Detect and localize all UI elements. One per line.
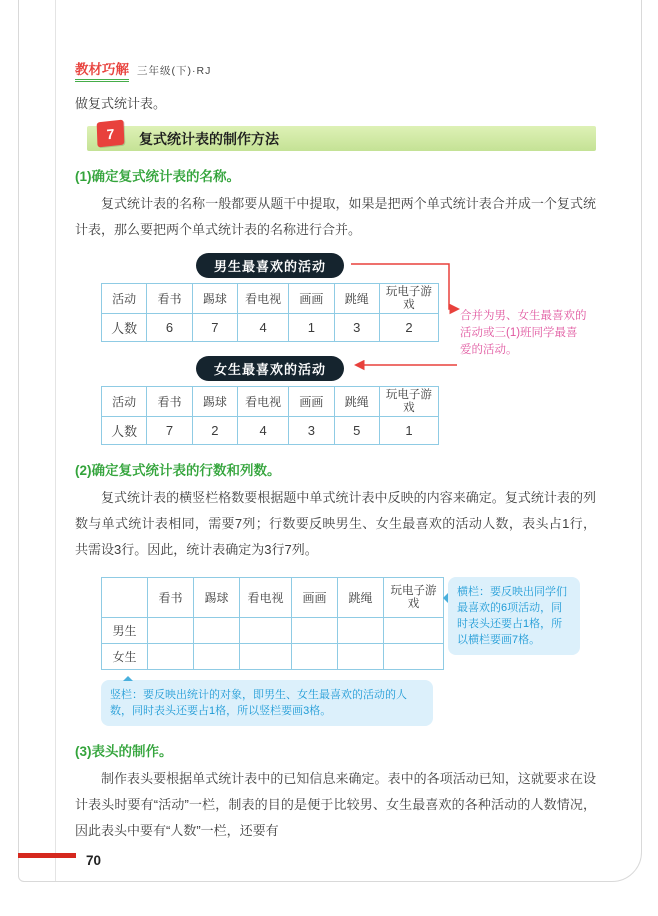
- activity-cell: 看书: [147, 387, 192, 417]
- activity-cell: 画画: [289, 387, 334, 417]
- row-label-cell: 活动: [102, 387, 147, 417]
- count-cell: 6: [147, 314, 192, 342]
- count-cell: 1: [289, 314, 334, 342]
- count-cell: 1: [379, 417, 438, 445]
- table-row: [102, 284, 439, 314]
- table-row: [102, 314, 439, 342]
- row-label-cell: 人数: [102, 314, 147, 342]
- activity-cell: 看电视: [238, 284, 289, 314]
- row-label-cell: 男生: [102, 618, 148, 644]
- count-cell: 2: [192, 417, 237, 445]
- brand-badge: 教材巧解: [75, 58, 129, 82]
- activity-cell: 看书: [147, 284, 192, 314]
- page-number: 70: [86, 853, 102, 868]
- column-header-cell: 玩电子游戏: [384, 578, 444, 618]
- paragraph-3: 制作表头要根据单式统计表中的已知信息来确定。表中的各项活动已知，这就要求在设计表头时要有“活动”一栏，制表的目的是便于比较男、女生最喜欢的各种活动的人数情况，因此表头中要有“人数”一栏，还要有: [75, 771, 596, 838]
- column-header-cell: 跳绳: [338, 578, 384, 618]
- empty-cell: [384, 618, 444, 644]
- heading-2: (2)确定复式统计表的行数和列数。: [75, 463, 281, 478]
- merge-annotation: 合并为男、女生最喜欢的活动或三(1)班同学最喜爱的活动。: [460, 310, 587, 356]
- paragraph-2: 复式统计表的横竖栏格数要根据题中单式统计表中反映的内容来确定。复式统计表的列数与单式统计表相同，需要7列；行数要反映男生、女生最喜欢的活动人数，表头占1行，共需设3行。因此，统计表确定为3行7列。: [75, 490, 596, 557]
- page-header: [75, 58, 596, 82]
- column-header-cell: 看书: [148, 578, 194, 618]
- empty-cell: [148, 644, 194, 670]
- edition-label: 三年级(下)·RJ: [137, 65, 212, 77]
- blank-planning-table: [101, 577, 444, 670]
- empty-cell: [240, 618, 292, 644]
- count-cell: 3: [289, 417, 334, 445]
- activity-cell: 画画: [289, 284, 334, 314]
- single-tables-area: [101, 253, 596, 445]
- horizontal-columns-note: 横栏：要反映出同学们最喜欢的6项活动，同时表头还要占1格，所以横栏要画7格。: [448, 577, 580, 655]
- section-banner: [87, 126, 596, 151]
- table-row: [102, 578, 444, 618]
- column-header-cell: 看电视: [240, 578, 292, 618]
- table-row: [102, 644, 444, 670]
- girls-table-title: 女生最喜欢的活动: [196, 356, 344, 381]
- row-label-cell: 女生: [102, 644, 148, 670]
- section-number-badge: 7: [97, 120, 125, 148]
- row-label-cell: 活动: [102, 284, 147, 314]
- boys-table-title: 男生最喜欢的活动: [196, 253, 344, 278]
- heading-3: (3)表头的制作。: [75, 744, 173, 759]
- empty-cell: [338, 644, 384, 670]
- paragraph-1: 复式统计表的名称一般都要从题干中提取，如果是把两个单式统计表合并成一个复式统计表，那么要把两个单式统计表的名称进行合并。: [75, 196, 596, 237]
- column-header-cell: 踢球: [194, 578, 240, 618]
- column-header-cell: 画画: [292, 578, 338, 618]
- activity-cell: 玩电子游戏: [379, 284, 438, 314]
- table-row: [102, 417, 439, 445]
- activity-cell: 跳绳: [334, 284, 379, 314]
- boys-table: [101, 283, 439, 342]
- count-cell: 3: [334, 314, 379, 342]
- activity-cell: 跳绳: [334, 387, 379, 417]
- page-content: [75, 58, 596, 846]
- count-cell: 4: [238, 314, 289, 342]
- count-cell: 7: [147, 417, 192, 445]
- activity-cell: 踢球: [192, 387, 237, 417]
- table-row: [102, 618, 444, 644]
- empty-cell: [240, 644, 292, 670]
- activity-cell: 踢球: [192, 284, 237, 314]
- vertical-rows-note: 竖栏：要反映出统计的对象，即男生、女生最喜欢的活动的人数，同时表头还要占1格，所以竖栏要画3格。: [101, 680, 433, 726]
- empty-cell: [338, 618, 384, 644]
- empty-cell: [384, 644, 444, 670]
- empty-cell: [194, 644, 240, 670]
- margin-line: [55, 0, 56, 881]
- girls-table: [101, 386, 439, 445]
- row-label-cell: 人数: [102, 417, 147, 445]
- activity-cell: 玩电子游戏: [379, 387, 438, 417]
- spacer: [101, 342, 439, 356]
- corner-cell: [102, 578, 148, 618]
- empty-cell: [194, 618, 240, 644]
- intro-text: 做复式统计表。: [75, 96, 167, 111]
- activity-cell: 看电视: [238, 387, 289, 417]
- count-cell: 5: [334, 417, 379, 445]
- footer-red-bar: [18, 853, 76, 858]
- boys-table-block: [101, 253, 439, 445]
- table-row: [102, 387, 439, 417]
- empty-cell: [148, 618, 194, 644]
- heading-1: (1)确定复式统计表的名称。: [75, 169, 240, 184]
- count-cell: 7: [192, 314, 237, 342]
- empty-cell: [292, 618, 338, 644]
- count-cell: 2: [379, 314, 438, 342]
- empty-cell: [292, 644, 338, 670]
- count-cell: 4: [238, 417, 289, 445]
- blank-table-area: [101, 577, 596, 726]
- section-banner-title: 复式统计表的制作方法: [139, 130, 279, 147]
